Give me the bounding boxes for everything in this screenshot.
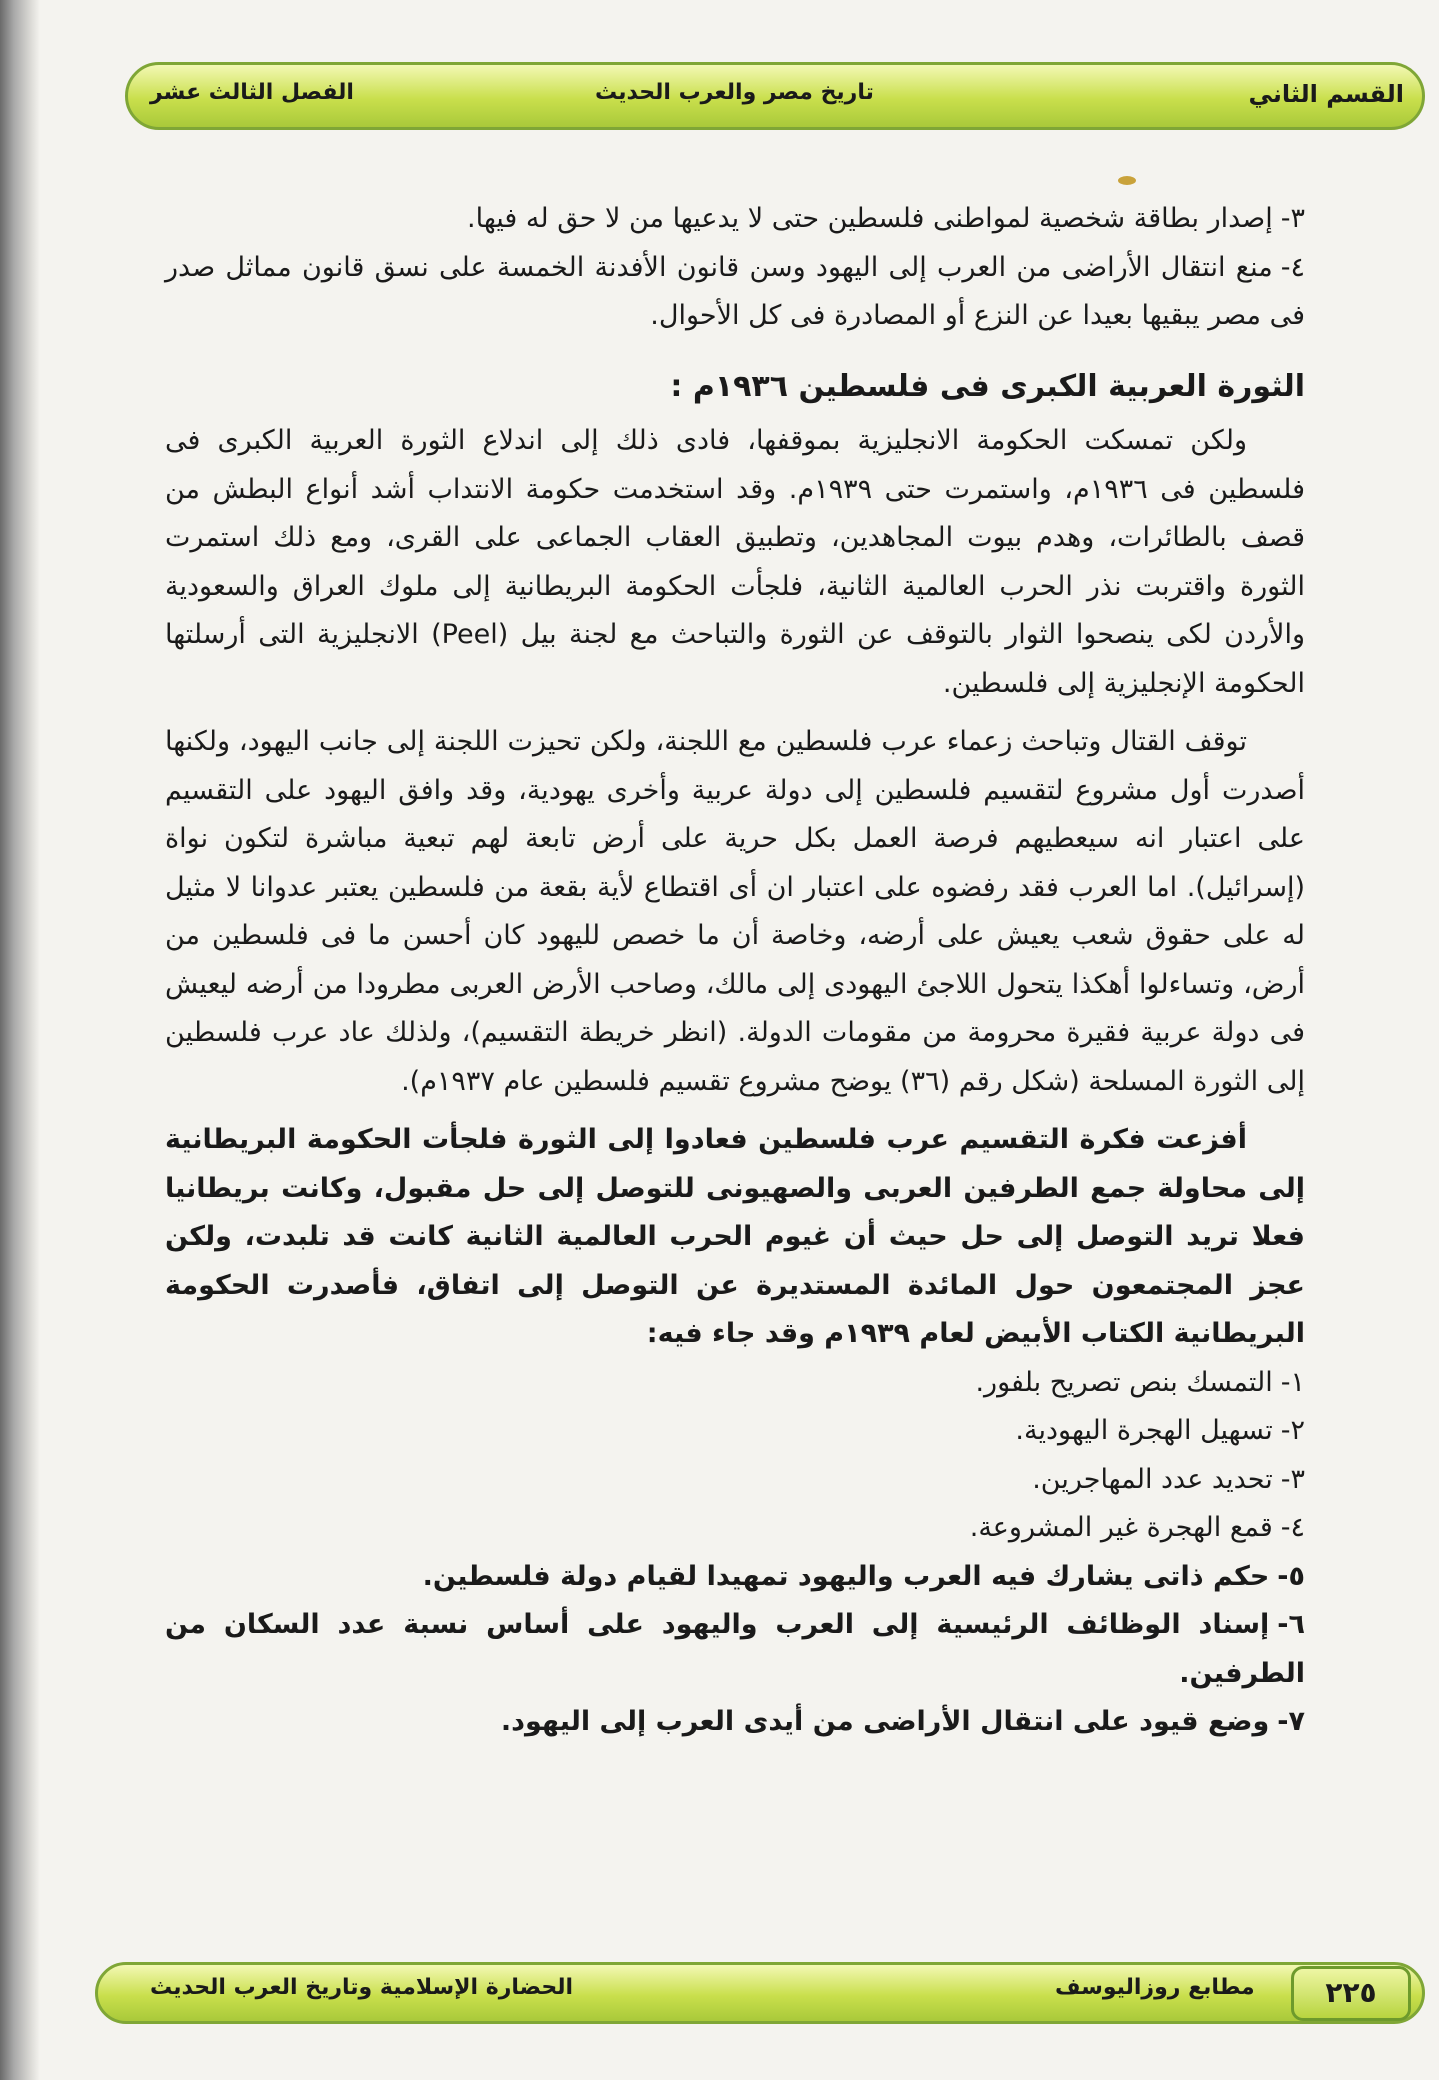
section-heading: الثورة العربية الكبرى فى فلسطين ١٩٣٦م :	[670, 368, 1305, 404]
list-item: ١-التمسك بنص تصريح بلفور.	[975, 1366, 1305, 1398]
list-item: ٧-وضع قيود على انتقال الأراضى من أيدى العرب إلى اليهود.	[500, 1706, 1305, 1737]
paragraph: توقف القتال وتباحث زعماء عرب فلسطين مع اللجنة، ولكن تحيزت اللجنة إلى جانب اليهود، ولكنها أصدرت أول مشروع لتقسيم فلسطين إلى دولة عربية وأخرى يهودية، وقد وافق اليهود على التقسيم على اعتبار انه سيعطيهم فرصة العمل بكل حرية على أرض تابعة لهم تبعية مباشرة لتكون نواة (إسرائيل). اما العرب فقد رفضوه على اعتبار ان أى اقتطاع لأية بقعة من فلسطين يعتبر عدوانا لا مثيل له على حقوق شعب يعيش على أرضه، وخاصة أن ما خصص لليهود كان أحسن ما فى فلسطين من أرض، وتساءلوا أهكذا يتحول اللاجئ اليهودى إلى مالك، وصاحب الأرض العربى مطرودا من أرضه ليعيش فى دولة عربية فقيرة محرومة من مقومات الدولة. (انظر خريطة التقسيم)، ولذلك عاد عرب فلسطين إلى الثورة المسلحة (شكل رقم (٣٦) يوضح مشروع تقسيم فلسطين عام ١٩٣٧م).	[165, 726, 1305, 1097]
list-item: ٣-تحديد عدد المهاجرين.	[1032, 1463, 1305, 1495]
list-item: ٤-قمع الهجرة غير المشروعة.	[969, 1512, 1305, 1543]
section-title: القسم الثاني	[1248, 80, 1404, 108]
list-item: ٦-إسناد الوظائف الرئيسية إلى العرب واليهود على أساس نسبة عدد السكان من الطرفين.	[165, 1609, 1305, 1689]
paragraph: ولكن تمسكت الحكومة الانجليزية بموقفها، فادى ذلك إلى اندلاع الثورة العربية الكبرى فى فلسطين فى ١٩٣٦م، واستمرت حتى ١٩٣٩م. وقد استخدمت حكومة الانتداب أشد أنواع البطش من قصف بالطائرات، وهدم بيوت المجاهدين، وتطبيق العقاب الجماعى على القرى، ومع ذلك استمرت الثورة واقتربت نذر الحرب العالمية الثانية، فلجأت الحكومة البريطانية إلى ملوك العراق والسعودية والأردن لكى ينصحوا الثوار بالتوقف عن الثورة والتباحث مع لجنة بيل (Peel) الانجليزية التى أرسلتها الحكومة الإنجليزية إلى فلسطين.	[165, 425, 1306, 699]
page-body	[165, 195, 1305, 1747]
publisher-name: مطابع روزاليوسف	[1055, 1975, 1255, 2000]
book-title-header: تاريخ مصر والعرب الحديث	[595, 80, 874, 105]
list-item: ٢-تسهيل الهجرة اليهودية.	[1015, 1415, 1305, 1446]
book-binding-shadow	[0, 0, 40, 2080]
footer-book-title: الحضارة الإسلامية وتاريخ العرب الحديث	[150, 1975, 573, 2000]
list-item: ٤-منع انتقال الأراضى من العرب إلى اليهود وسن قانون الأفدنة الخمسة على نسق قانون مماثل صدر فى مصر يبقيها بعيدا عن النزع أو المصادرة فى كل الأحوال.	[165, 251, 1305, 331]
page-number: ٢٢٥	[1291, 1966, 1411, 2021]
white-paper-list	[165, 1359, 1305, 1747]
list-item: ٣-إصدار بطاقة شخصية لمواطنى فلسطين حتى لا يدعيها من لا حق له فيها.	[467, 203, 1305, 234]
chapter-title: الفصل الثالث عشر	[150, 80, 354, 105]
ink-smudge	[1118, 176, 1136, 185]
paragraph: أفزعت فكرة التقسيم عرب فلسطين فعادوا إلى الثورة فلجأت الحكومة البريطانية إلى محاولة جمع الطرفين العربى والصهيونى للتوصل إلى حل مقبول، وكانت بريطانيا فعلا تريد التوصل إلى حل حيث أن غيوم الحرب العالمية الثانية كانت قد تلبدت، ولكن عجز المجتمعون حول المائدة المستديرة عن التوصل إلى اتفاق، فأصدرت الحكومة البريطانية الكتاب الأبيض لعام ١٩٣٩م وقد جاء فيه:	[165, 1124, 1305, 1349]
list-item: ٥-حكم ذاتى يشارك فيه العرب واليهود تمهيدا لقيام دولة فلسطين.	[422, 1560, 1305, 1592]
